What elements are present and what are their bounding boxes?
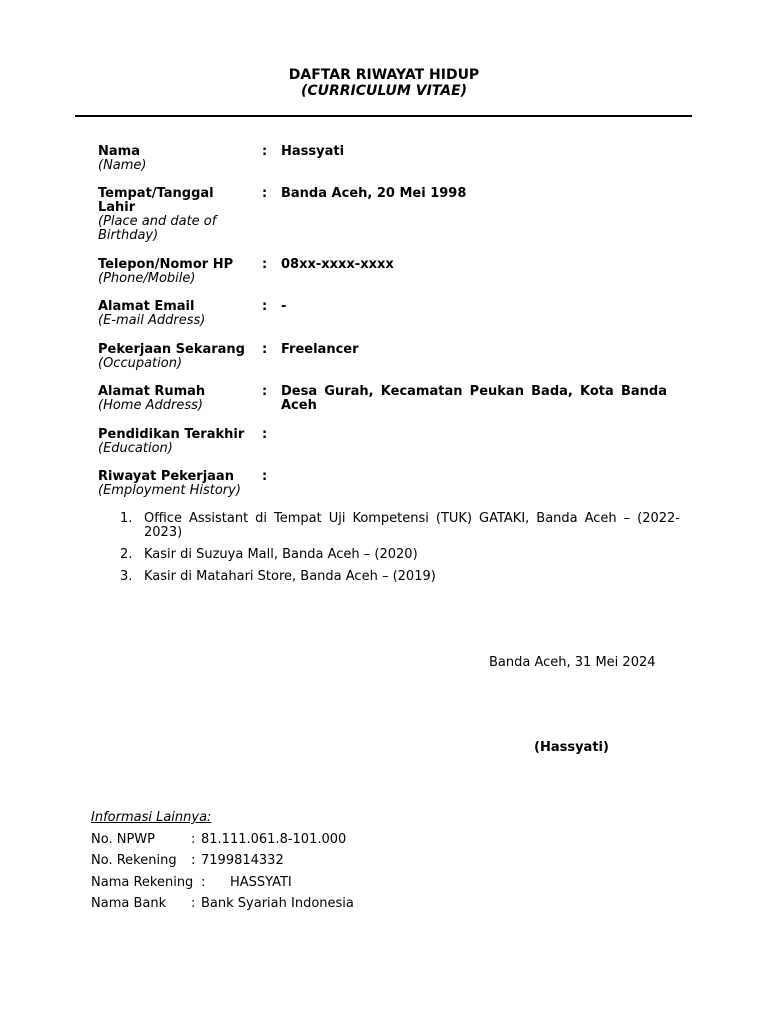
other-info-title: Informasi Lainnya: xyxy=(91,810,212,825)
field-label-main: Riwayat Pekerjaan xyxy=(98,469,234,484)
field-value: - xyxy=(281,299,287,314)
field-colon: : xyxy=(262,144,268,159)
info-key: No. Rekening xyxy=(91,853,177,868)
field-label-en: (Home Address) xyxy=(98,398,203,413)
info-colon: : xyxy=(191,853,196,868)
field-label xyxy=(98,258,258,286)
info-value: Bank Syariah Indonesia xyxy=(201,896,354,911)
field-label xyxy=(98,300,258,328)
signature-place-date: Banda Aceh, 31 Mei 2024 xyxy=(489,655,656,670)
field-label-en: (Place and date of Birthday) xyxy=(98,214,217,243)
info-key: Nama Bank xyxy=(91,896,167,911)
field-label-main: Alamat Rumah xyxy=(98,384,206,399)
field-label xyxy=(98,385,258,413)
field-label-en: (Name) xyxy=(98,158,147,173)
field-label-en: (Education) xyxy=(98,441,173,456)
field-label-en: (Occupation) xyxy=(98,356,183,371)
field-colon: : xyxy=(262,469,268,484)
field-label-en: (Employment History) xyxy=(98,483,241,498)
list-item-text: Office Assistant di Tempat Uji Kompetensi (TUK) GATAKI, Banda Aceh – (2022-2023) xyxy=(144,511,680,540)
field-label-en: (Phone/Mobile) xyxy=(98,271,196,286)
document-subtitle: (CURRICULUM VITAE) xyxy=(300,83,468,99)
field-value: Freelancer xyxy=(281,342,359,357)
field-value: Desa Gurah, Kecamatan Peukan Bada, Kota Banda Aceh xyxy=(281,384,667,413)
title-divider xyxy=(75,115,692,117)
signature-name: (Hassyati) xyxy=(534,740,609,755)
field-colon: : xyxy=(262,257,268,272)
field-label-main: Pekerjaan Sekarang xyxy=(98,342,245,357)
field-label-main: Tempat/Tanggal Lahir xyxy=(98,186,214,215)
field-colon: : xyxy=(262,186,268,201)
field-label-main: Alamat Email xyxy=(98,299,195,314)
field-value: 08xx-xxxx-xxxx xyxy=(281,257,394,272)
info-colon: : xyxy=(201,875,206,890)
list-item xyxy=(120,570,680,584)
field-value: Hassyati xyxy=(281,144,345,159)
list-item xyxy=(120,512,680,540)
list-item-number: 1. xyxy=(120,511,133,526)
field-label-main: Nama xyxy=(98,144,140,159)
field-label xyxy=(98,428,258,456)
list-item-number: 3. xyxy=(120,569,133,584)
info-colon: : xyxy=(191,832,196,847)
info-value: 7199814332 xyxy=(201,853,284,868)
info-colon: : xyxy=(191,896,196,911)
info-value: 81.111.061.8-101.000 xyxy=(201,832,347,847)
info-value: HASSYATI xyxy=(230,875,292,890)
employment-list xyxy=(120,512,680,592)
field-label xyxy=(98,187,228,243)
field-colon: : xyxy=(262,299,268,314)
document-title: DAFTAR RIWAYAT HIDUP xyxy=(288,67,480,83)
info-key: No. NPWP xyxy=(91,832,155,847)
list-item-text: Kasir di Matahari Store, Banda Aceh – (2019) xyxy=(144,569,436,584)
field-colon: : xyxy=(262,342,268,357)
list-item-text: Kasir di Suzuya Mall, Banda Aceh – (2020) xyxy=(144,547,418,562)
field-colon: : xyxy=(262,427,268,442)
field-label-main: Pendidikan Terakhir xyxy=(98,427,245,442)
field-colon: : xyxy=(262,384,268,399)
field-label-main: Telepon/Nomor HP xyxy=(98,257,234,272)
field-label-en: (E-mail Address) xyxy=(98,313,206,328)
field-label xyxy=(98,145,258,173)
list-item xyxy=(120,548,680,562)
field-label xyxy=(98,470,258,498)
list-item-number: 2. xyxy=(120,547,133,562)
info-key: Nama Rekening xyxy=(91,875,194,890)
field-value: Banda Aceh, 20 Mei 1998 xyxy=(281,186,467,201)
field-label xyxy=(98,343,258,371)
